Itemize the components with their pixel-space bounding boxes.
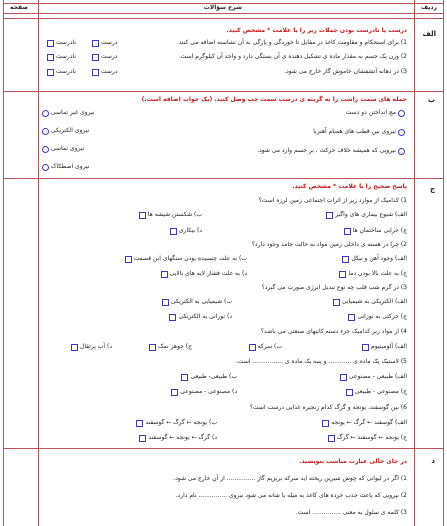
true-checkbox[interactable] <box>92 40 99 47</box>
section-jim-title: پاسخ صحیح را با علامت * مشخص کنید. <box>292 183 407 190</box>
alef-item-1-options <box>45 39 118 47</box>
section-divider-jim <box>3 448 444 449</box>
be-right-item-1: مچ انداختن دو دست <box>346 109 407 117</box>
jim-question-3: 3) در گرم شب قلب چه نوع تبدیل انرژی صورت می گیرد؟ <box>261 284 407 291</box>
jim-q6-option-d: د) گرگ ← یونجه ← گوسفند <box>137 434 217 442</box>
jim-q5-option-c: ج) مصنوعی - طبیعی <box>344 388 407 396</box>
option-checkbox[interactable] <box>71 344 78 351</box>
be-right-item-2: نیروی بین قطب های همنام آهنربا <box>313 128 407 136</box>
option-checkbox[interactable] <box>161 271 168 278</box>
option-checkbox[interactable] <box>136 420 143 427</box>
option-checkbox[interactable] <box>139 435 146 442</box>
jim-q6-option-b: ب) یونجه ← گرگ ← گوسفند <box>134 419 217 427</box>
jim-q3-option-b: ب) شیمیایی به الکتریکی <box>160 298 232 306</box>
option-checkbox[interactable] <box>162 299 169 306</box>
true-label: درست <box>101 53 118 60</box>
option-checkbox[interactable] <box>170 228 177 235</box>
header-questions-label: شرح سؤالات <box>203 4 242 11</box>
jim-question-5: 5) لاستیک یک ماده ی ............ و پنبه یک ماده ی ................ است. <box>236 358 407 365</box>
be-left-option-1: نیروی غیر تماسی <box>40 109 94 117</box>
option-checkbox[interactable] <box>149 344 156 351</box>
jim-q4-option-c: ج) جوهر نمک <box>147 343 192 351</box>
match-dot[interactable] <box>398 129 405 136</box>
false-label: نادرست <box>56 39 76 46</box>
be-left-option-4: نیروی اصطکاک <box>40 163 90 171</box>
section-divider-alef <box>3 91 444 92</box>
option-checkbox[interactable] <box>346 389 353 396</box>
option-checkbox[interactable] <box>322 420 329 427</box>
jim-q2-option-a: الف) وجود آهن و نیکل <box>340 255 407 263</box>
section-dal-label: د <box>431 457 435 465</box>
jim-q2-option-c: ج) به علت بالا بودن دما <box>337 270 407 278</box>
dal-item-3: 3) کلمه ی سلول به معنی ............... است. <box>295 509 407 516</box>
false-label: نادرست <box>56 53 76 60</box>
option-checkbox[interactable] <box>125 256 132 263</box>
option-checkbox[interactable] <box>249 344 256 351</box>
dal-item-2: 2) نیرویی که باعث جذب خرده های کاغذ به میله یا شانه می شود نیروی ............... نام دارد. <box>175 492 407 499</box>
jim-question-1: 1) کدامیک از موارد زیر از اثرات اجتماعی زمین لرزه است؟ <box>258 197 407 204</box>
alef-item-2: 2) وزن یک جسم به مقدار ماده ی تشکیل دهنده ی آن بستگی دارد و واحد آن کیلوگرم است. <box>178 53 407 60</box>
option-checkbox[interactable] <box>342 256 349 263</box>
section-be-label: ب <box>427 96 435 104</box>
option-checkbox[interactable] <box>171 389 178 396</box>
jim-question-4: 4) از مواد زیر کدامیک جزء دسته کانیهای صنعتی می باشد؟ <box>260 328 407 335</box>
match-dot[interactable] <box>42 110 49 117</box>
match-dot[interactable] <box>398 148 405 155</box>
dal-item-1: 1) اگر در لیوانی که چوش شیرین ریخته اید سرکه بریزیم گاز ............... از آن خارج می شود. <box>173 475 407 482</box>
jim-q1-option-a: الف) شیوع بیماری های واگیر <box>324 211 407 219</box>
jim-q4-option-d: د) آب پرتقال <box>69 343 112 351</box>
option-checkbox[interactable] <box>362 344 369 351</box>
header-divider <box>3 13 444 14</box>
true-label: درست <box>101 68 118 75</box>
option-checkbox[interactable] <box>181 374 188 381</box>
option-checkbox[interactable] <box>333 299 340 306</box>
section-divider-be <box>3 178 444 179</box>
alef-item-2-options <box>45 53 118 61</box>
option-checkbox[interactable] <box>344 228 351 235</box>
jim-q3-option-c: ج) حرکتی به نورانی <box>346 313 407 321</box>
option-checkbox[interactable] <box>340 374 347 381</box>
jim-q6-option-a: الف) گوسفند ← گرگ ← یونجه <box>320 419 407 427</box>
section-alef-title: درست یا نادرست بودن جملات زیر را با علامت * مشخص کنید. <box>226 27 407 34</box>
match-dot[interactable] <box>42 146 49 153</box>
jim-q5-option-b: ب) طبیعی- طبیعی <box>179 373 237 381</box>
jim-q4-option-a: الف) آلومینیوم <box>360 343 407 351</box>
jim-q5-option-d: د) مصنوعی - مصنوعی <box>169 388 237 396</box>
false-checkbox[interactable] <box>47 40 54 47</box>
match-dot[interactable] <box>42 164 49 171</box>
option-checkbox[interactable] <box>339 271 346 278</box>
option-checkbox[interactable] <box>139 212 146 219</box>
jim-q2-option-d: د) به علت فشار لایه های بالایی <box>159 270 247 278</box>
match-dot[interactable] <box>42 128 49 135</box>
jim-q5-option-a: الف) طبیعی - مصنوعی <box>338 373 407 381</box>
jim-q4-option-b: ب) سرکه <box>247 343 282 351</box>
jim-q6-option-c: ج) یونجه ← گوسفند ← گرگ <box>326 434 407 442</box>
jim-question-2: 2) چرا در هسته ی داخلی زمین مواد به حالت جامد وجود دارد؟ <box>251 241 407 248</box>
false-checkbox[interactable] <box>47 54 54 61</box>
alef-item-3-options <box>45 68 118 76</box>
option-checkbox[interactable] <box>348 314 355 321</box>
option-checkbox[interactable] <box>169 314 176 321</box>
false-label: نادرست <box>56 68 76 75</box>
option-checkbox[interactable] <box>326 212 333 219</box>
header-divider-2 <box>3 18 444 19</box>
be-left-option-2: نیروی الکتریکی <box>40 127 89 135</box>
option-checkbox[interactable] <box>328 435 335 442</box>
header-score-label: صفحه <box>10 4 29 11</box>
jim-q1-option-b: ب) شکستن شیشه ها <box>137 211 202 219</box>
section-dal-title: در جای خالی عبارت مناسب بنویسید. <box>299 458 407 465</box>
alef-item-3: 3) در دهانه آتشفشان خاموش گاز خارج می شود. <box>284 68 407 75</box>
jim-q1-option-c: ج) خرابی ساختمان ها <box>342 227 407 235</box>
section-be-title: جمله های سمت راست را به گزینه ی درست سمت چپ وصل کنید. (یک جواب اضافه است.) <box>141 96 407 103</box>
be-right-item-3: نیرویی که همیشه خلاف حرکت ، بر جسم وارد می شود. <box>257 147 407 155</box>
jim-q3-option-d: د) نورانی به الکتریکی <box>167 313 232 321</box>
alef-item-1: 1) برای استحکام و مقاومت کاغذ در مقابل تا خوردگی و پارگی به آن نشاسته اضافه می کنند. <box>176 39 407 46</box>
jim-q2-option-b: ب) به علت چسبیده بودن سنگهای این قسمت <box>123 255 247 263</box>
jim-question-6: 6) بین گوسفند، یونجه و گرگ کدام زنجیره غذایی درست است؟ <box>249 404 407 411</box>
jim-q1-option-d: د) بیکاری <box>168 227 202 235</box>
true-checkbox[interactable] <box>92 54 99 61</box>
match-dot[interactable] <box>398 110 405 117</box>
true-checkbox[interactable] <box>92 69 99 76</box>
be-left-option-3: نیروی تماسی <box>40 145 84 153</box>
jim-q3-option-a: الف) الکتریکی به شیمیایی <box>331 298 407 306</box>
section-jim-label: ج <box>429 185 435 193</box>
section-alef-label: الف <box>422 30 436 38</box>
false-checkbox[interactable] <box>47 69 54 76</box>
true-label: درست <box>101 39 118 46</box>
header-row-label: ردیف <box>421 4 437 11</box>
